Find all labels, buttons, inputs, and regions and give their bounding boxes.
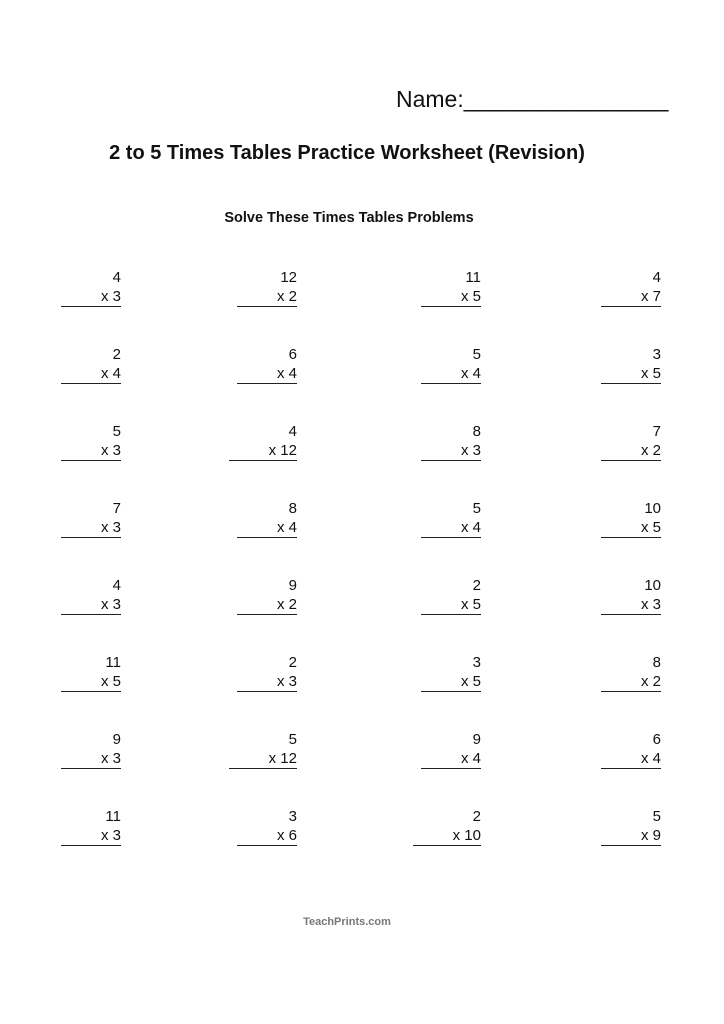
multiplicand: 9: [472, 731, 481, 748]
multiplication-problem: [421, 268, 481, 307]
multiplication-problem: [413, 807, 481, 846]
multiplier: x 12: [229, 749, 297, 769]
multiplicand: 8: [472, 423, 481, 440]
multiplier: x 4: [237, 518, 297, 538]
multiplicand: 5: [652, 808, 661, 825]
multiplier: x 3: [61, 749, 121, 769]
multiplicand: 5: [112, 423, 121, 440]
multiplicand: 8: [652, 654, 661, 671]
multiplication-problem: [61, 422, 121, 461]
multiplier: x 3: [601, 595, 661, 615]
multiplication-problem: [421, 345, 481, 384]
footer-brand: TeachPrints.com: [303, 916, 391, 928]
multiplier: x 2: [601, 672, 661, 692]
multiplicand: 3: [652, 346, 661, 363]
multiplier: x 5: [421, 672, 481, 692]
multiplier: x 5: [421, 287, 481, 307]
multiplication-problem: [601, 345, 661, 384]
multiplicand: 4: [112, 269, 121, 286]
multiplication-problem: [237, 345, 297, 384]
multiplier: x 7: [601, 287, 661, 307]
multiplier: x 3: [421, 441, 481, 461]
worksheet-title: 2 to 5 Times Tables Practice Worksheet (Revision): [109, 142, 585, 164]
multiplier: x 5: [61, 672, 121, 692]
multiplicand: 2: [112, 346, 121, 363]
multiplication-problem: [421, 730, 481, 769]
multiplication-problem: [601, 576, 661, 615]
multiplication-problem: [601, 422, 661, 461]
multiplicand: 5: [288, 731, 297, 748]
multiplicand: 11: [105, 808, 121, 825]
multiplication-problem: [61, 730, 121, 769]
multiplication-problem: [229, 422, 297, 461]
multiplier: x 4: [237, 364, 297, 384]
multiplication-problem: [61, 807, 121, 846]
multiplier: x 5: [421, 595, 481, 615]
multiplier: x 3: [237, 672, 297, 692]
multiplicand: 2: [472, 808, 481, 825]
multiplication-problem: [421, 499, 481, 538]
multiplier: x 3: [61, 595, 121, 615]
multiplicand: 11: [465, 269, 481, 286]
multiplication-problem: [229, 730, 297, 769]
multiplicand: 9: [288, 577, 297, 594]
multiplier: x 12: [229, 441, 297, 461]
multiplication-problem: [61, 653, 121, 692]
multiplicand: 4: [652, 269, 661, 286]
multiplicand: 2: [472, 577, 481, 594]
multiplication-problem: [237, 499, 297, 538]
multiplicand: 3: [288, 808, 297, 825]
multiplicand: 2: [288, 654, 297, 671]
multiplicand: 7: [652, 423, 661, 440]
multiplicand: 4: [112, 577, 121, 594]
multiplication-problem: [601, 499, 661, 538]
multiplication-problem: [237, 268, 297, 307]
multiplier: x 3: [61, 441, 121, 461]
multiplication-problem: [61, 268, 121, 307]
multiplication-problem: [237, 653, 297, 692]
multiplier: x 3: [61, 287, 121, 307]
multiplier: x 4: [421, 364, 481, 384]
name-field-label: Name:________________: [396, 86, 669, 112]
multiplicand: 6: [652, 731, 661, 748]
multiplication-problem: [601, 730, 661, 769]
multiplicand: 10: [644, 500, 661, 517]
multiplicand: 4: [288, 423, 297, 440]
multiplicand: 5: [472, 346, 481, 363]
multiplication-problem: [421, 576, 481, 615]
multiplier: x 6: [237, 826, 297, 846]
multiplication-problem: [601, 268, 661, 307]
multiplicand: 9: [112, 731, 121, 748]
multiplicand: 3: [472, 654, 481, 671]
multiplication-problem: [61, 345, 121, 384]
worksheet-subtitle: Solve These Times Tables Problems: [224, 210, 474, 226]
multiplication-problem: [601, 807, 661, 846]
multiplier: x 2: [237, 287, 297, 307]
multiplicand: 8: [288, 500, 297, 517]
multiplier: x 3: [61, 826, 121, 846]
multiplication-problem: [61, 499, 121, 538]
multiplier: x 4: [61, 364, 121, 384]
multiplier: x 9: [601, 826, 661, 846]
multiplier: x 2: [601, 441, 661, 461]
multiplicand: 10: [644, 577, 661, 594]
multiplier: x 3: [61, 518, 121, 538]
multiplication-problem: [421, 653, 481, 692]
multiplication-problem: [237, 807, 297, 846]
multiplicand: 11: [105, 654, 121, 671]
multiplicand: 5: [472, 500, 481, 517]
multiplicand: 12: [280, 269, 297, 286]
multiplier: x 10: [413, 826, 481, 846]
multiplication-problem: [601, 653, 661, 692]
multiplicand: 7: [112, 500, 121, 517]
multiplier: x 2: [237, 595, 297, 615]
multiplier: x 5: [601, 518, 661, 538]
multiplication-problem: [61, 576, 121, 615]
multiplication-problem: [237, 576, 297, 615]
multiplier: x 5: [601, 364, 661, 384]
multiplier: x 4: [421, 518, 481, 538]
multiplier: x 4: [421, 749, 481, 769]
multiplier: x 4: [601, 749, 661, 769]
multiplication-problem: [421, 422, 481, 461]
multiplicand: 6: [288, 346, 297, 363]
